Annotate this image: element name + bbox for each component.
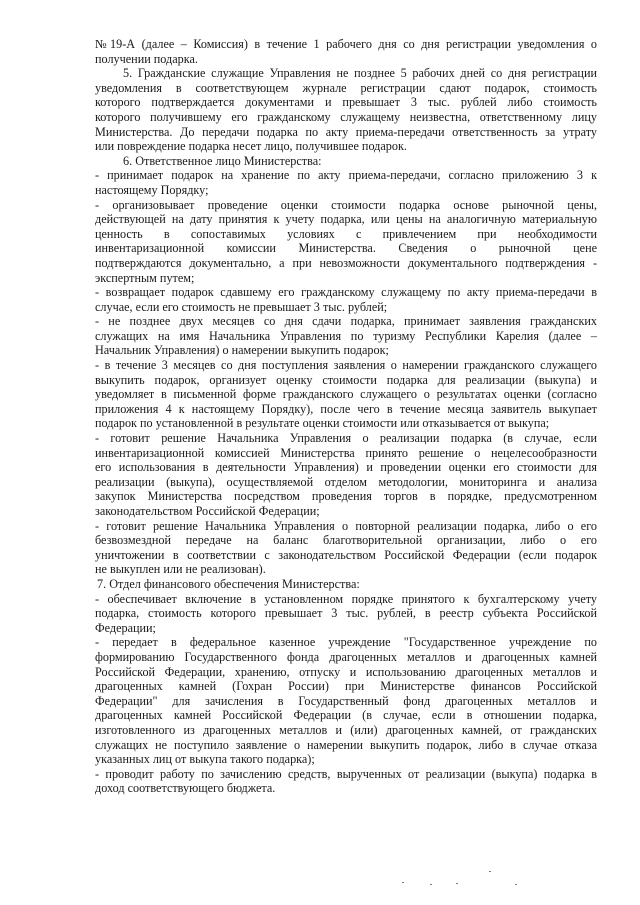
text-line: - готовит решение Начальника Управления о повторной реализации подарка, либо о его	[95, 518, 597, 533]
text-line: изготовленного из драгоценных металлов и (или) драгоценных камней, от гражданских	[95, 722, 597, 737]
text-line: инвентаризационной комиссией Министерства принято решение о нецелесообразности	[95, 445, 597, 460]
text-line: подарка, стоимость которого превышает 3 тыс. рублей, в реестр субъекта Российской	[95, 606, 597, 621]
scan-speck	[515, 884, 517, 885]
text-line: приложения 4 к настоящему Порядку), после чего в течение месяца заявитель выкупает	[95, 401, 597, 416]
scan-speck	[456, 883, 458, 884]
text-line: Федерации" для зачисления в Государственный фонд драгоценных металлов и	[95, 693, 597, 708]
text-line: - проводит работу по зачислению средств, вырученных от реализации (выкупа) подарка в	[95, 766, 597, 781]
text-line: настоящему Порядку;	[95, 182, 209, 197]
text-line: - в течение 3 месяцев со дня поступления заявления о намерении гражданского служащего	[95, 358, 597, 373]
text-line: экспертным путем;	[95, 270, 195, 285]
text-line: уничтожении в соответствии с законодательством Российской Федерации (если подарок	[95, 547, 597, 562]
text-line: действующей на дату принятия к учету подарка, или цены на аналогичную материальную	[95, 212, 597, 227]
text-line: реализации (выкупа), осуществляемой отделом методологии, мониторинга и анализа	[95, 474, 597, 489]
text-line: его использования в деятельности Управления) и проведении оценки его стоимости для	[95, 460, 597, 475]
text-line: безвозмездной передаче на баланс благотворительной организации, либо о его	[95, 533, 597, 548]
text-line: не выкуплен или не реализован).	[95, 562, 266, 577]
text-line: доход соответствующего бюджета.	[95, 781, 276, 796]
text-line: подарок по установленной в результате оценки стоимости или отказывается от выкупа;	[95, 416, 550, 431]
text-line: 7. Отдел финансового обеспечения Министерства:	[97, 576, 360, 591]
text-line: служащих на имя Начальника Управления по туризму Республики Карелия (далее –	[95, 328, 597, 343]
text-line: уведомляет в письменной форме гражданского служащего о результатах оценки (согласно	[95, 387, 597, 402]
scan-speck	[430, 884, 432, 885]
text-line: Министерства. До передачи подарка по акту приема-передачи ответственность за утрату	[95, 124, 597, 139]
text-line: закупок Министерства посредством проведения торгов в порядке, предусмотренном	[95, 489, 597, 504]
text-line: - обеспечивает включение в установленном порядке принятого к бухгалтерскому учету	[95, 591, 597, 606]
text-line: ценность в сопоставимых условиях с привлечением при необходимости	[95, 226, 597, 241]
text-line: подтверждаются документально, а при невозможности документального подтверждения -	[95, 255, 597, 270]
text-line: - организовывает проведение оценки стоимости подарка основе рыночной цены,	[95, 197, 597, 212]
text-line: 6. Ответственное лицо Министерства:	[123, 153, 322, 168]
text-line: Российской Федерации, хранению, отпуску и использованию драгоценных металлов и	[95, 664, 597, 679]
text-line: уведомления в соответствующем журнале регистрации сдают подарок, стоимость	[95, 80, 597, 95]
text-line: инвентаризационной комиссии Министерства. Сведения о рыночной цене	[95, 241, 597, 256]
text-line: - передает в федеральное казенное учреждение "Государственное учреждение по	[95, 635, 597, 650]
text-line: служащих не поступило заявление о намерении выкупить подарок, либо в случае отказа	[95, 737, 597, 752]
text-line: Начальник Управления) о намерении выкупить подарок;	[95, 343, 389, 358]
scan-speck	[402, 882, 404, 883]
text-line: которого получившему его гражданскому служащему неизвестна, ответственному лицу	[95, 109, 597, 124]
text-line: формированию Государственного фонда драгоценных металлов и драгоценных камней	[95, 649, 597, 664]
text-line: драгоценных камней (Гохран России) при Министерстве финансов Российской	[95, 679, 597, 694]
text-line: Федерации;	[95, 620, 156, 635]
text-line: - готовит решение Начальника Управления о реализации подарка (в случае, если	[95, 431, 597, 446]
text-line: законодательством Российской Федерации;	[95, 504, 320, 518]
text-line: - принимает подарок на хранение по акту приема-передачи, согласно приложению 3 к	[95, 168, 597, 183]
text-line: выкупить подарок, организует оценку стоимости подарка для реализации (выкупа) и	[95, 372, 597, 387]
scan-marks	[0, 868, 640, 898]
text-line: получении подарка.	[95, 51, 198, 66]
text-line: 5. Гражданские служащие Управления не позднее 5 рабочих дней со дня регистрации	[123, 66, 597, 81]
text-line: или повреждение подарка несет лицо, получившее подарок.	[95, 139, 407, 154]
scan-speck	[489, 871, 491, 872]
text-line: случае, если его стоимость не превышает 3 тыс. рублей;	[95, 299, 388, 314]
text-line: - возвращает подарок сдавшему его гражданскому служащему по акту приема-передачи в	[95, 285, 597, 300]
text-line: указанных лиц от выкупа такого подарка);	[95, 752, 315, 767]
text-line: драгоценных камней Российской Федерации (в случае, если в отношении подарка,	[95, 708, 597, 723]
text-line: которого подтверждается документами и превышает 3 тыс. рублей либо стоимость	[95, 95, 597, 110]
document-body	[95, 37, 597, 796]
text-line: №19-А (далее – Комиссия) в течение 1 рабочего дня со дня регистрации уведомления о	[95, 37, 597, 51]
text-line: - не позднее двух месяцев со дня сдачи подарка, принимает заявления гражданских	[95, 314, 597, 329]
